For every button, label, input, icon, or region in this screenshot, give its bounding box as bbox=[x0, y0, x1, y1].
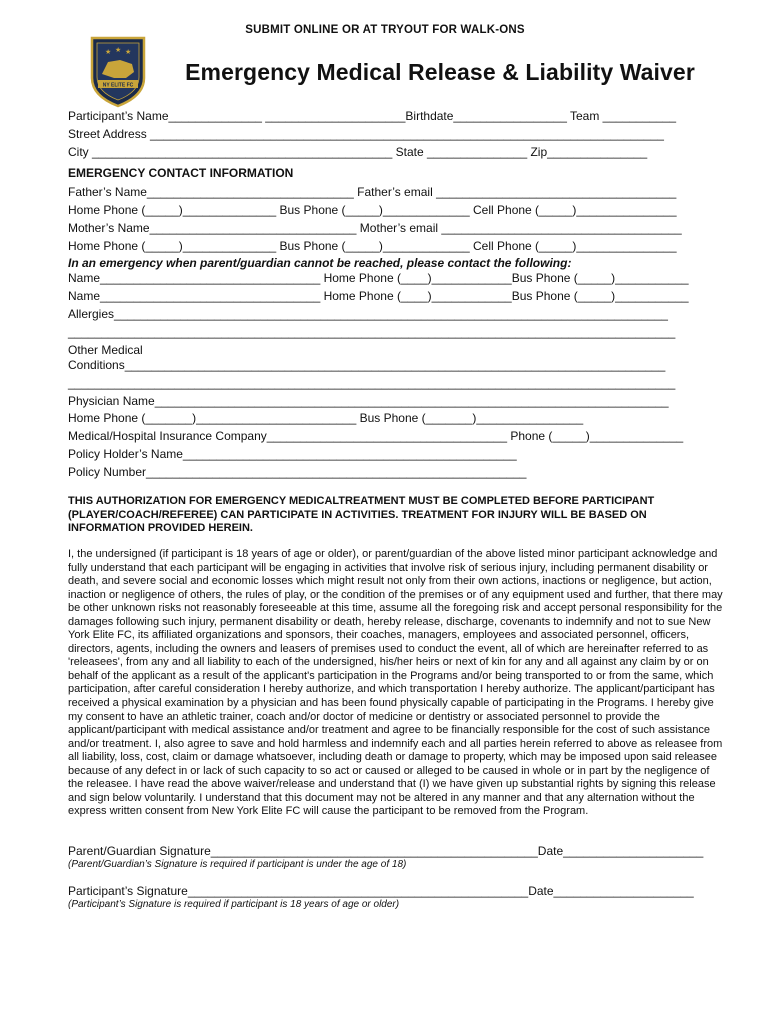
father-phones-field[interactable]: Home Phone (_____)______________ Bus Phone (_____)_____________ Cell Phone (_____)_______________ bbox=[68, 203, 677, 217]
street-address-field[interactable]: Street Address _____________________________________________________________________________ bbox=[68, 127, 664, 141]
emergency-alt-contact-note: In an emergency when parent/guardian cannot be reached, please contact the following: bbox=[68, 256, 572, 270]
insurance-company-field[interactable]: Medical/Hospital Insurance Company____________________________________ Phone (_____)______________ bbox=[68, 429, 684, 443]
medical-conditions-field[interactable]: Conditions_________________________________________________________________________________ bbox=[68, 358, 666, 372]
submit-note: SUBMIT ONLINE OR AT TRYOUT FOR WALK-ONS bbox=[245, 24, 525, 36]
city-state-zip-field[interactable]: City _____________________________________________ State _______________ Zip_______________ bbox=[68, 145, 648, 159]
father-name-email-field[interactable]: Father’s Name_______________________________ Father’s email ____________________________________ bbox=[68, 185, 677, 199]
participant-signature-field[interactable]: Participant’s Signature___________________________________________________Date_____________________ bbox=[68, 884, 694, 898]
allergies-field[interactable]: Allergies___________________________________________________________________________________ bbox=[68, 307, 668, 321]
participant-name-field[interactable]: Participant’s Name______________ _____________________Birthdate_________________ Team ___________ bbox=[68, 109, 677, 123]
parent-signature-note: (Parent/Guardian’s Signature is required if participant is under the age of 18) bbox=[68, 859, 407, 870]
policy-number-field[interactable]: Policy Number_________________________________________________________ bbox=[68, 465, 527, 479]
medical-conditions-line-2[interactable]: ___________________________________________________________________________________________ bbox=[68, 376, 676, 390]
physician-phones-field[interactable]: Home Phone (_______)________________________ Bus Phone (_______)________________ bbox=[68, 411, 584, 425]
club-crest-logo bbox=[88, 34, 148, 108]
emergency-contact-heading: EMERGENCY CONTACT INFORMATION bbox=[68, 166, 294, 180]
mother-name-email-field[interactable]: Mother’s Name_______________________________ Mother’s email ____________________________________ bbox=[68, 221, 682, 235]
parent-signature-field[interactable]: Parent/Guardian Signature_________________________________________________Date_____________________ bbox=[68, 844, 704, 858]
svg-text:★: ★ bbox=[125, 48, 132, 56]
logo-text: NY ELITE FC bbox=[102, 82, 134, 89]
alt-contact-1-field[interactable]: Name_________________________________ Home Phone (____)____________Bus Phone (_____)___________ bbox=[68, 271, 689, 285]
svg-text:★: ★ bbox=[115, 46, 122, 54]
mother-phones-field[interactable]: Home Phone (_____)______________ Bus Phone (_____)_____________ Cell Phone (_____)_______________ bbox=[68, 239, 677, 253]
policy-holder-field[interactable]: Policy Holder’s Name__________________________________________________ bbox=[68, 447, 517, 461]
form-title: Emergency Medical Release & Liability Waiver bbox=[185, 59, 695, 85]
participant-signature-note: (Participant’s Signature is required if participant is 18 years of age or older) bbox=[68, 899, 400, 910]
allergies-line-2[interactable]: ___________________________________________________________________________________________ bbox=[68, 325, 676, 339]
physician-name-field[interactable]: Physician Name_____________________________________________________________________________ bbox=[68, 394, 669, 408]
authorization-notice: THIS AUTHORIZATION FOR EMERGENCY MEDICALTREATMENT MUST BE COMPLETED BEFORE PARTICIPANT (PLAYER/COACH/REFEREE) CAN PARTICIPATE IN ACTIVITIES. TREATMENT FOR INJURY WILL BE BASED ON INFORMATION PROVIDED HEREIN. bbox=[68, 495, 655, 535]
svg-text:★: ★ bbox=[105, 48, 112, 56]
other-medical-label: Other Medical bbox=[68, 343, 143, 357]
waiver-paragraph: I, the undersigned (if participant is 18 years of age or older), or parent/guardian of the above listed minor participant acknowledge and fully understand that each participant will be engaging in activities that involve risk of serious injury, including permanent disability or death, and severe social and economic losses which might result not only from their own actions, inactions or negligence, but action, inaction or negligence of others, the rules of play, or the condition of the premises or of any equipment used and further, that there may be other unknown risks not reasonably foreseeable at this time, assume all the foregoing risk and accept personal responsibility for the damages following such injury, permanent disability or death, hereby release, discharge, covenants to indemnify and not to sue New York Elite FC, its affiliated organizations and sponsors, their coaches, managers, employees and associated personnel, officers, directors, agents, including the owners and leasers of premises used to conduct the event, all of which are hereinafter referred to as 'releasees', from any and all liability to each of the undersigned, his/her heirs or next of kin for any and all against any claim by or on behalf of the applicant as a result of the applicant's participation in the Programs and/or being transported to or from the same, which participation, after careful consideration I hereby authorize, and which transportation I hereby authorize. The applicant/participant has received a physical examination by a physician and has been found physically capable of participating in the Programs. I hereby give my consent to have an athletic trainer, coach and/or doctor of medicine or dentistry or associated personnel to provide the applicant/participant with medical assistance and/or treatment and agree to be financially responsible for the cost of such assistance and/or treatment. I, also agree to save and hold harmless and indemnify each and all parties herein referred to above as releasee from all liability, loss, cost, claim or damage whatsoever, including death or damage to property, which may be imposed upon said releasee because of any defect in or lack of such capacity to so act or caused or alleged to be caused in whole or in part by the negligence of the releasee. I have read the above waiver/release and understand that (I) we have given up substantial rights by signing this release and sign below voluntarily. I understand that this document may not be altered in any manner and that any alternation without the express written consent from New York Elite FC will cause the participant to be removed from the Program. bbox=[68, 548, 723, 818]
alt-contact-2-field[interactable]: Name_________________________________ Home Phone (____)____________Bus Phone (_____)___________ bbox=[68, 289, 689, 303]
